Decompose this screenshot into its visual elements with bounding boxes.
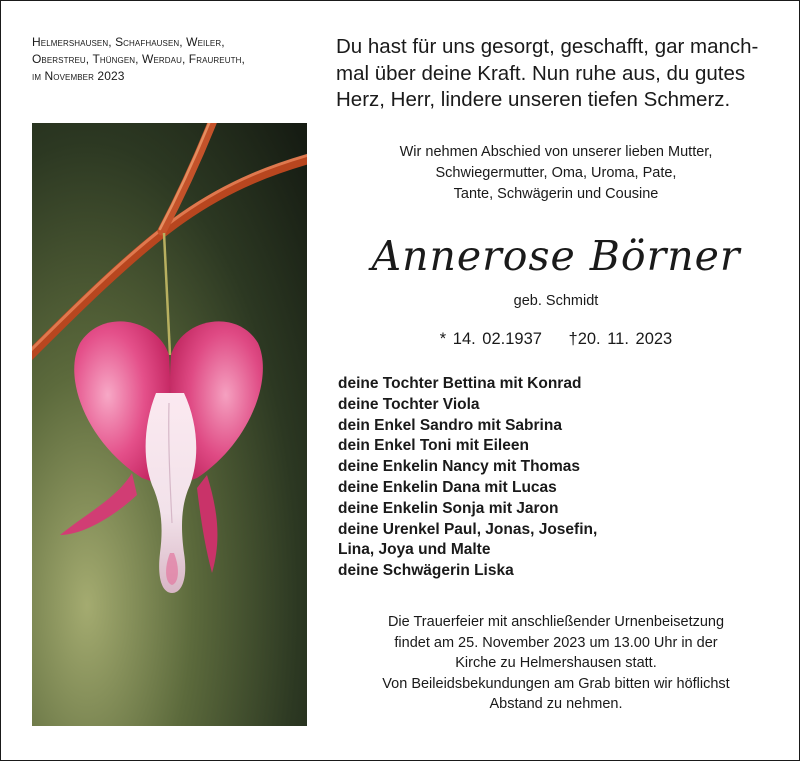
places-and-date	[32, 34, 312, 85]
places-line-1: Helmershausen, Schafhausen, Weiler,	[32, 35, 225, 49]
farewell-line-2: Schwiegermutter, Oma, Uroma, Pate,	[435, 165, 677, 181]
verse-line-3: Herz, Herr, lindere unseren tiefen Schmerz.	[336, 88, 731, 111]
memorial-verse	[336, 34, 776, 114]
family-line: Lina, Joya und Malte	[338, 541, 491, 559]
family-line: dein Enkel Sandro mit Sabrina	[338, 416, 562, 434]
deceased-name: Annerose Börner	[371, 232, 741, 280]
bleeding-heart-flower-photo	[32, 123, 307, 726]
family-line: deine Schwägerin Liska	[338, 562, 514, 580]
service-line-1: Die Trauerfeier mit anschließender Urnenbeisetzung	[387, 614, 725, 630]
service-line-3: Kirche zu Helmershausen statt.	[455, 655, 657, 671]
death-date: †20. 11. 2023	[568, 330, 673, 348]
maiden-name: geb. Schmidt	[513, 293, 599, 309]
family-line: deine Enkelin Sonja mit Jaron	[338, 499, 559, 517]
farewell-text	[336, 142, 776, 205]
verse-line-1: Du hast für uns gesorgt, geschafft, gar manch-	[336, 35, 759, 58]
farewell-line-3: Tante, Schwägerin und Cousine	[453, 186, 659, 202]
family-list	[338, 374, 778, 582]
places-line-3: im November 2023	[32, 69, 125, 83]
farewell-line-1: Wir nehmen Abschied von unserer lieben Mutter,	[399, 144, 713, 160]
family-line: deine Enkelin Dana mit Lucas	[338, 478, 557, 496]
funeral-service-info	[336, 612, 776, 715]
family-line: dein Enkel Toni mit Eileen	[338, 437, 529, 455]
verse-line-2: mal über deine Kraft. Nun ruhe aus, du gutes	[336, 61, 746, 85]
family-line: deine Tochter Viola	[338, 395, 480, 413]
service-line-4: Von Beileidsbekundungen am Grab bitten wir höflichst	[382, 675, 730, 692]
family-line: deine Tochter Bettina mit Konrad	[338, 375, 582, 392]
places-line-2: Oberstreu, Thüngen, Werdau, Fraureuth,	[32, 52, 245, 66]
family-line: deine Enkelin Nancy mit Thomas	[338, 458, 581, 476]
service-line-2: findet am 25. November 2023 um 13.00 Uhr in der	[394, 634, 718, 651]
family-line: deine Urenkel Paul, Jonas, Josefin,	[338, 520, 598, 538]
life-dates	[336, 328, 776, 350]
service-line-5: Abstand zu nehmen.	[489, 696, 623, 712]
birth-date: * 14. 02.1937	[439, 330, 542, 348]
